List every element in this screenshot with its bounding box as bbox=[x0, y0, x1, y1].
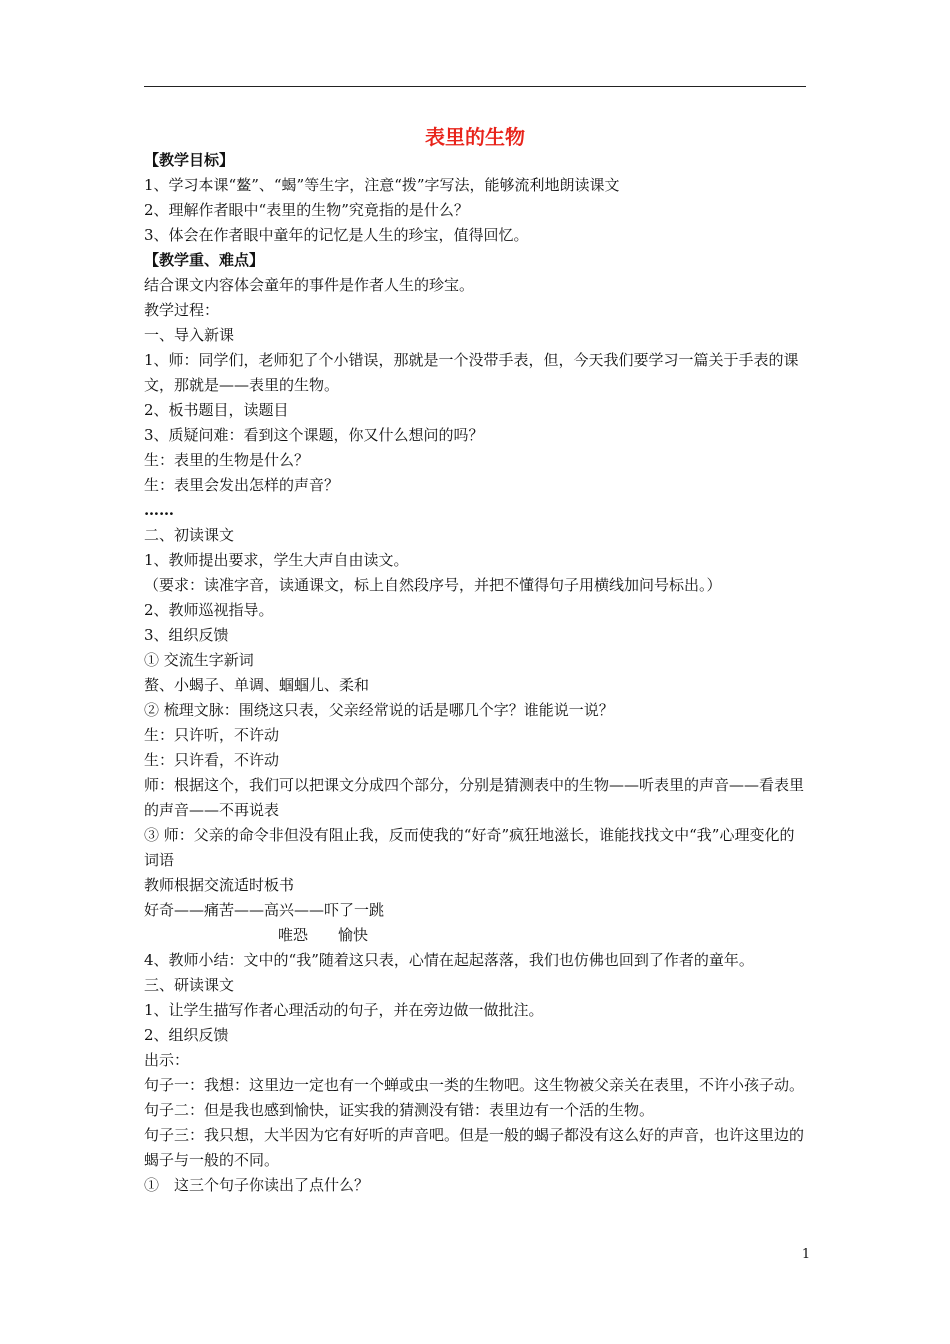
text-line: ① 交流生字新词 bbox=[144, 651, 254, 669]
text-line: 3、组织反馈 bbox=[144, 626, 229, 644]
text-line: 2、理解作者眼中“表里的生物”究竟指的是什么？ bbox=[144, 201, 469, 219]
document-body bbox=[144, 148, 808, 1198]
text-line: 生：表里的生物是什么？ bbox=[144, 451, 310, 469]
text-line: 三、研读课文 bbox=[144, 976, 235, 994]
text-line: 2、板书题目，读题目 bbox=[144, 401, 289, 419]
text-line: 生：表里会发出怎样的声音？ bbox=[144, 476, 340, 494]
text-line: 3、体会在作者眼中童年的记忆是人生的珍宝，值得回忆。 bbox=[144, 226, 529, 244]
text-line: 生：只许看，不许动 bbox=[144, 751, 280, 769]
board-word-left: 唯恐 bbox=[278, 926, 309, 944]
text-line: ① 这三个句子你读出了点什么？ bbox=[144, 1176, 370, 1194]
text-line: 3、质疑问难：看到这个课题，你又什么想问的吗？ bbox=[144, 426, 484, 444]
text-line: 1、让学生描写作者心理活动的句子，并在旁边做一做批注。 bbox=[144, 1001, 544, 1019]
text-paragraph: 1、师：同学们，老师犯了个小错误，那就是一个没带手表，但，今天我们要学习一篇关于手表的课文，那就是——表里的生物。 bbox=[144, 351, 799, 394]
board-writing-line: 好奇——痛苦——高兴——吓了一跳 bbox=[144, 901, 385, 919]
text-paragraph: ③ 师：父亲的命令非但没有阻止我，反而使我的“好奇”疯狂地滋长，谁能找找文中“我”心理变化的词语 bbox=[144, 826, 795, 869]
board-writing-sub bbox=[144, 923, 808, 948]
section-heading-objectives: 【教学目标】 bbox=[144, 151, 235, 169]
text-line: 教学过程： bbox=[144, 301, 220, 319]
text-line: 2、组织反馈 bbox=[144, 1026, 229, 1044]
text-line: 4、教师小结：文中的“我”随着这只表，心情在起起落落，我们也仿佛也回到了作者的童年。 bbox=[144, 951, 754, 969]
page-title: 表里的生物 bbox=[425, 125, 525, 149]
text-paragraph: 句子三：我只想，大半因为它有好听的声音吧。但是一般的蝎子都没有这么好的声音，也许这里边的蝎子与一般的不同。 bbox=[144, 1126, 805, 1169]
text-line: 教师根据交流适时板书 bbox=[144, 876, 295, 894]
board-word-right: 愉快 bbox=[338, 926, 369, 944]
text-paragraph: 句子一：我想：这里边一定也有一个蝉或虫一类的生物吧。这生物被父亲关在表里，不许小孩子动。 bbox=[144, 1076, 805, 1094]
text-line: 1、学习本课“鳌”、“蝎”等生字，注意“拨”字写法，能够流利地朗读课文 bbox=[144, 176, 620, 194]
section-heading-key-points: 【教学重、难点】 bbox=[144, 251, 265, 269]
text-line: （要求：读准字音，读通课文，标上自然段序号，并把不懂得句子用横线加问号标出。） bbox=[144, 576, 722, 594]
page-number: 1 bbox=[801, 1247, 811, 1262]
text-line: 一、导入新课 bbox=[144, 326, 235, 344]
text-line: 生：只许听，不许动 bbox=[144, 726, 280, 744]
header-rule bbox=[144, 86, 806, 87]
text-paragraph: 师：根据这个，我们可以把课文分成四个部分，分别是猜测表中的生物——听表里的声音——看表里的声音——不再说表 bbox=[144, 776, 805, 819]
text-line: ② 梳理文脉：围绕这只表，父亲经常说的话是哪几个字？谁能说一说？ bbox=[144, 701, 614, 719]
text-line: 二、初读课文 bbox=[144, 526, 235, 544]
ellipsis-line: …… bbox=[144, 501, 174, 519]
text-line: 2、教师巡视指导。 bbox=[144, 601, 274, 619]
text-line: 结合课文内容体会童年的事件是作者人生的珍宝。 bbox=[144, 276, 475, 294]
text-line: 出示： bbox=[144, 1051, 190, 1069]
text-line: 句子二：但是我也感到愉快，证实我的猜测没有错：表里边有一个活的生物。 bbox=[144, 1101, 655, 1119]
text-line: 螯、小蝎子、单调、蝈蝈儿、柔和 bbox=[144, 676, 370, 694]
text-line: 1、教师提出要求，学生大声自由读文。 bbox=[144, 551, 409, 569]
